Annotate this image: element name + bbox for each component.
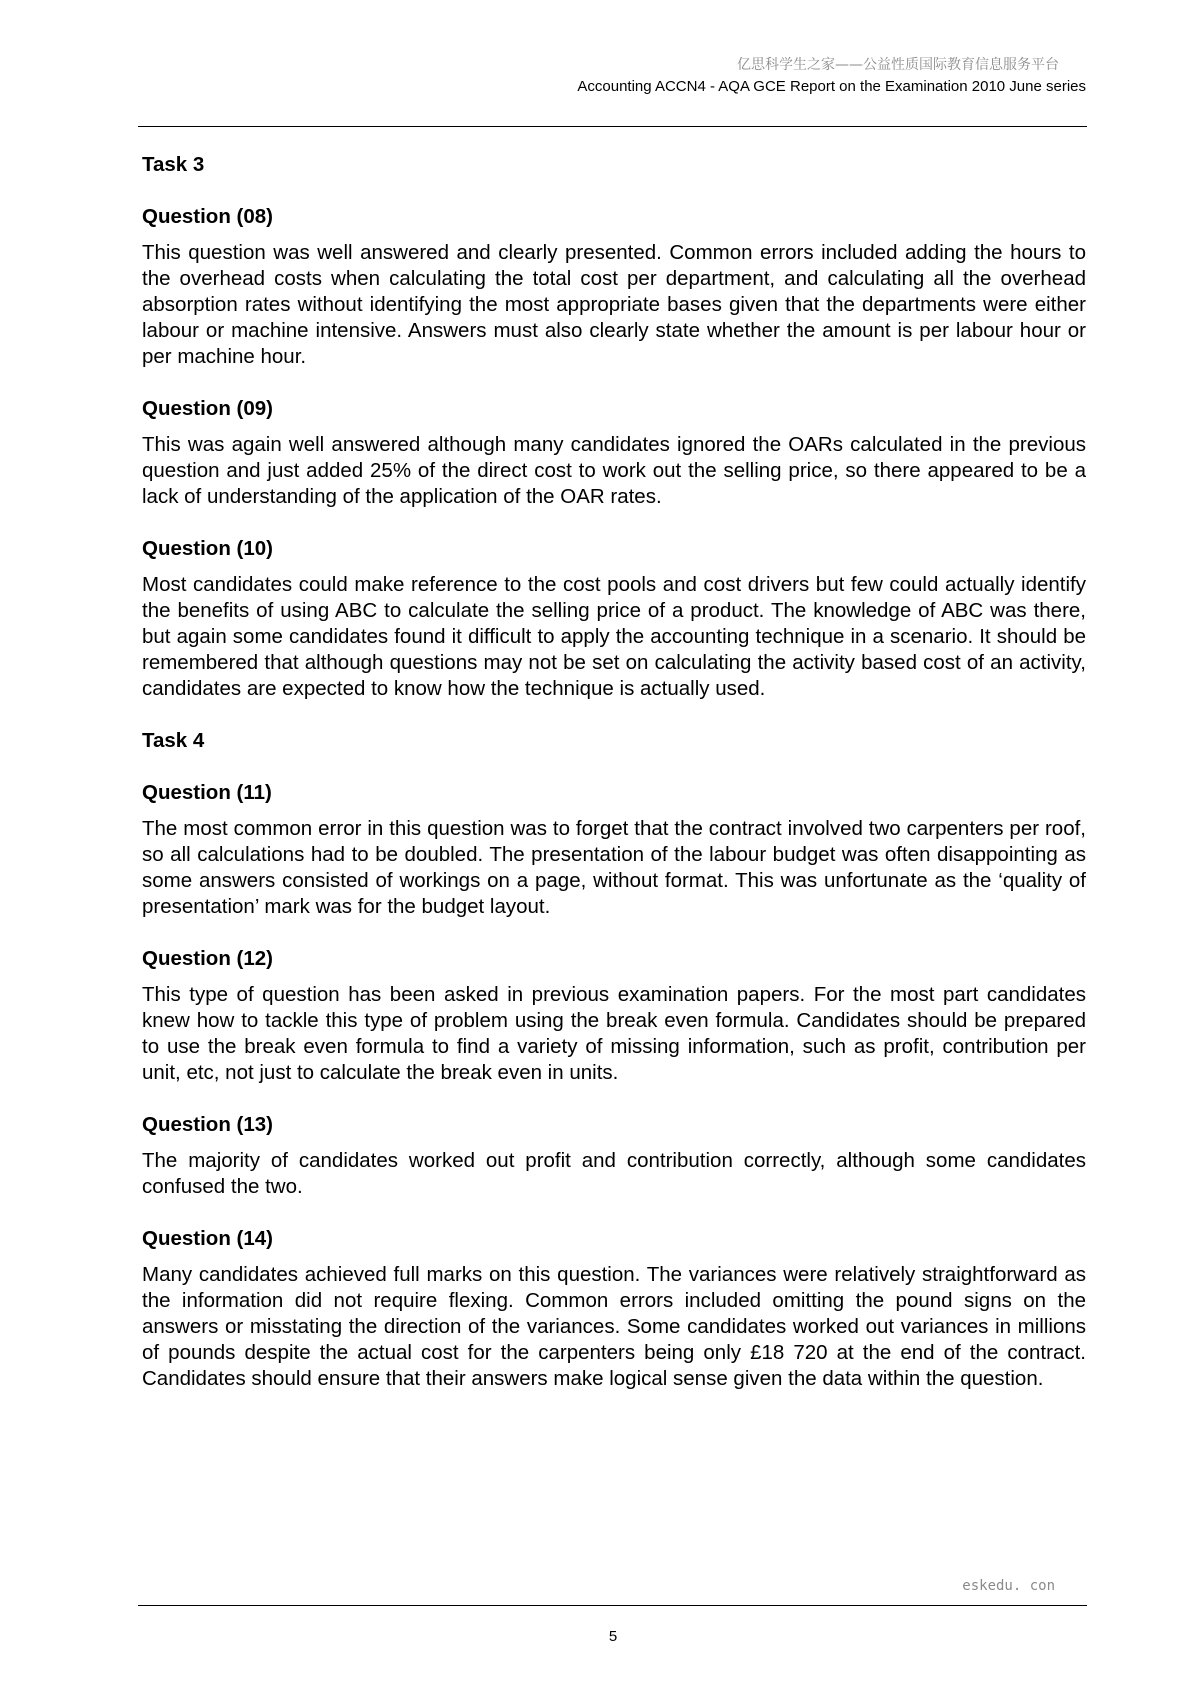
question-heading: Question (10): [142, 537, 273, 560]
header-divider: [138, 126, 1087, 127]
question-heading: Question (09): [142, 397, 273, 420]
question-commentary: This type of question has been asked in previous examination papers. For the most part candidates knew how to tackle this type of problem using the break even formula. Candidates should be prepared to use the break even formula to find a variety of missing information, such as profit, contribution per unit, etc, not just to calculate the break even in units.: [142, 983, 1086, 1084]
question-commentary: Many candidates achieved full marks on this question. The variances were relatively straightforward as the information did not require flexing. Common errors included omitting the pound signs on the answers or misstating the direction of the variances. Some candidates worked out variances in millions of pounds despite the actual cost for the carpenters being only £18 720 at the end of the contract. Candidates should ensure that their answers make logical sense given the data within the question.: [142, 1263, 1086, 1390]
footer-divider: [138, 1605, 1087, 1606]
question-commentary: The most common error in this question was to forget that the contract involved two carpenters per roof, so all calculations had to be doubled. The presentation of the labour budget was often disappointing as some answers consisted of workings on a page, without format. This was unfortunate as the ‘quality of presentation’ mark was for the budget layout.: [142, 817, 1086, 918]
question-commentary: Most candidates could make reference to the cost pools and cost drivers but few could actually identify the benefits of using ABC to calculate the selling price of a product. The knowledge of ABC was there, but again some candidates found it difficult to apply the accounting technique in a scenario. It should be remembered that although questions may not be set on calculating the activity based cost of an activity, candidates are expected to know how the technique is actually used.: [142, 573, 1086, 700]
report-body: [142, 152, 1086, 1418]
section-task-4: [142, 728, 1086, 1392]
task-heading: Task 4: [142, 729, 205, 752]
header-site-text: 亿思科学生之家——公益性质国际教育信息服务平台: [737, 57, 1059, 73]
task-heading: Task 3: [142, 153, 205, 176]
question-heading: Question (13): [142, 1113, 273, 1136]
question-heading: Question (14): [142, 1227, 273, 1250]
question-heading: Question (08): [142, 205, 273, 228]
question-heading: Question (12): [142, 947, 273, 970]
question-commentary: This was again well answered although many candidates ignored the OARs calculated in the previous question and just added 25% of the direct cost to work out the selling price, so there appeared to be a lack of understanding of the application of the OAR rates.: [142, 433, 1086, 508]
question-commentary: The majority of candidates worked out profit and contribution correctly, although some candidates confused the two.: [142, 1149, 1086, 1198]
page-number: 5: [608, 1628, 618, 1645]
header-report-title: Accounting ACCN4 - AQA GCE Report on the Examination 2010 June series: [577, 78, 1086, 95]
section-task-3: [142, 152, 1086, 702]
watermark-text: eskedu. con: [962, 1578, 1055, 1594]
question-heading: Question (11): [142, 781, 272, 804]
question-commentary: This question was well answered and clearly presented. Common errors included adding the hours to the overhead costs when calculating the total cost per department, and calculating all the overhead absorption rates without identifying the most appropriate bases given that the departments were either labour or machine intensive. Answers must also clearly state whether the amount is per labour hour or per machine hour.: [142, 241, 1086, 368]
